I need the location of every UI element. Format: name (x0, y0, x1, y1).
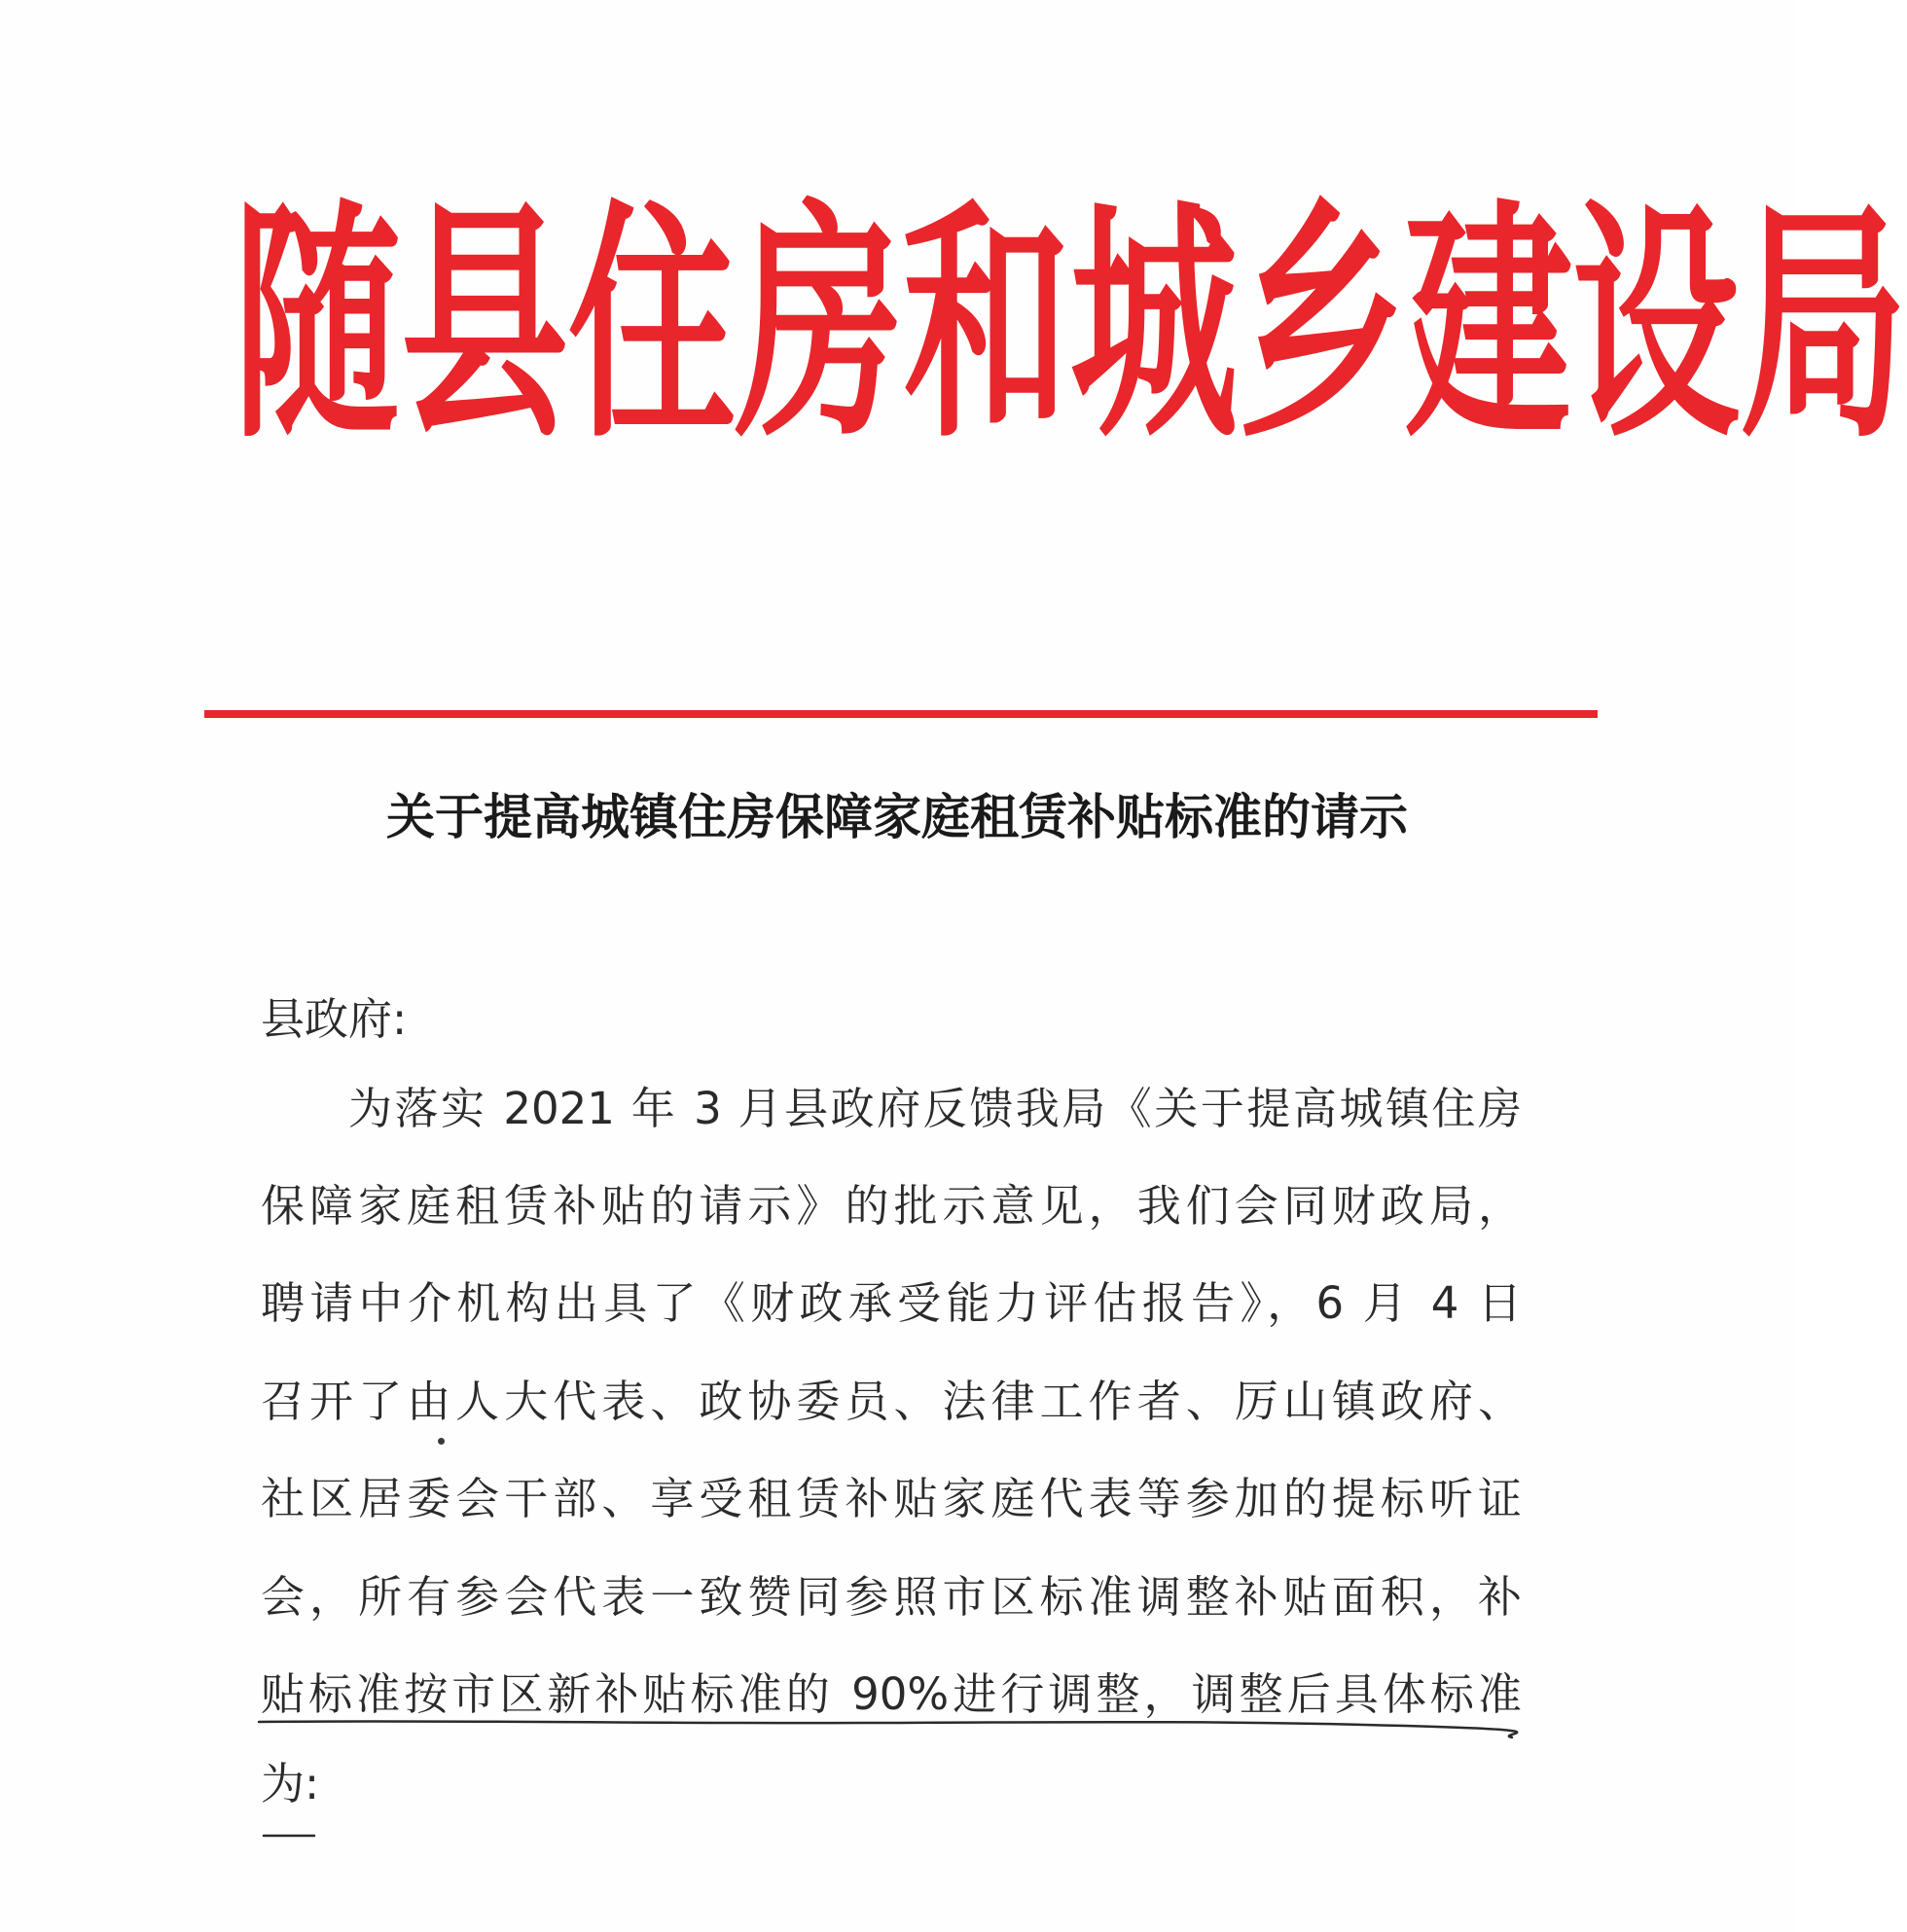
handwritten-underline (257, 1712, 1514, 1741)
body-line: 会，所有参会代表一致赞同参照市区标准调整补贴面积，补 (261, 1571, 1522, 1623)
letterhead-char: 随 (234, 178, 401, 472)
letterhead-char: 城 (1070, 178, 1238, 472)
body-line: 保障家庭租赁补贴的请示》的批示意见，我们会同财政局， (261, 1180, 1522, 1232)
body-line: 召开了由人大代表、政协委员、法律工作者、厉山镇政府、 (261, 1376, 1522, 1427)
document-title: 关于提高城镇住房保障家庭租赁补贴标准的请示 (386, 788, 1408, 845)
letterhead-char: 设 (1572, 178, 1740, 472)
letterhead-char: 局 (1740, 178, 1907, 472)
letterhead-char: 住 (568, 178, 736, 472)
letterhead-title (234, 178, 1907, 472)
letterhead-char: 建 (1405, 178, 1572, 472)
body-line: 为: (261, 1758, 320, 1809)
body-line: 社区居委会干部、享受租赁补贴家庭代表等参加的提标听证 (261, 1473, 1522, 1524)
scan-speck (438, 1438, 445, 1445)
letterhead-char: 和 (903, 178, 1070, 472)
letterhead-char: 县 (401, 178, 568, 472)
body-line: 聘请中介机构出具了《财政承受能力评估报告》，6 月 4 日 (261, 1277, 1522, 1329)
body-line: 为落实 2021 年 3 月县政府反馈我局《关于提高城镇住房 (348, 1083, 1522, 1134)
body-line: 贴标准按市区新补贴标准的 90%进行调整，调整后具体标准 (261, 1668, 1522, 1720)
salutation: 县政府: (261, 993, 408, 1045)
handwritten-dash (263, 1833, 315, 1839)
letterhead-divider (204, 710, 1598, 718)
letterhead-char: 房 (736, 178, 903, 472)
letterhead-char: 乡 (1238, 178, 1405, 472)
